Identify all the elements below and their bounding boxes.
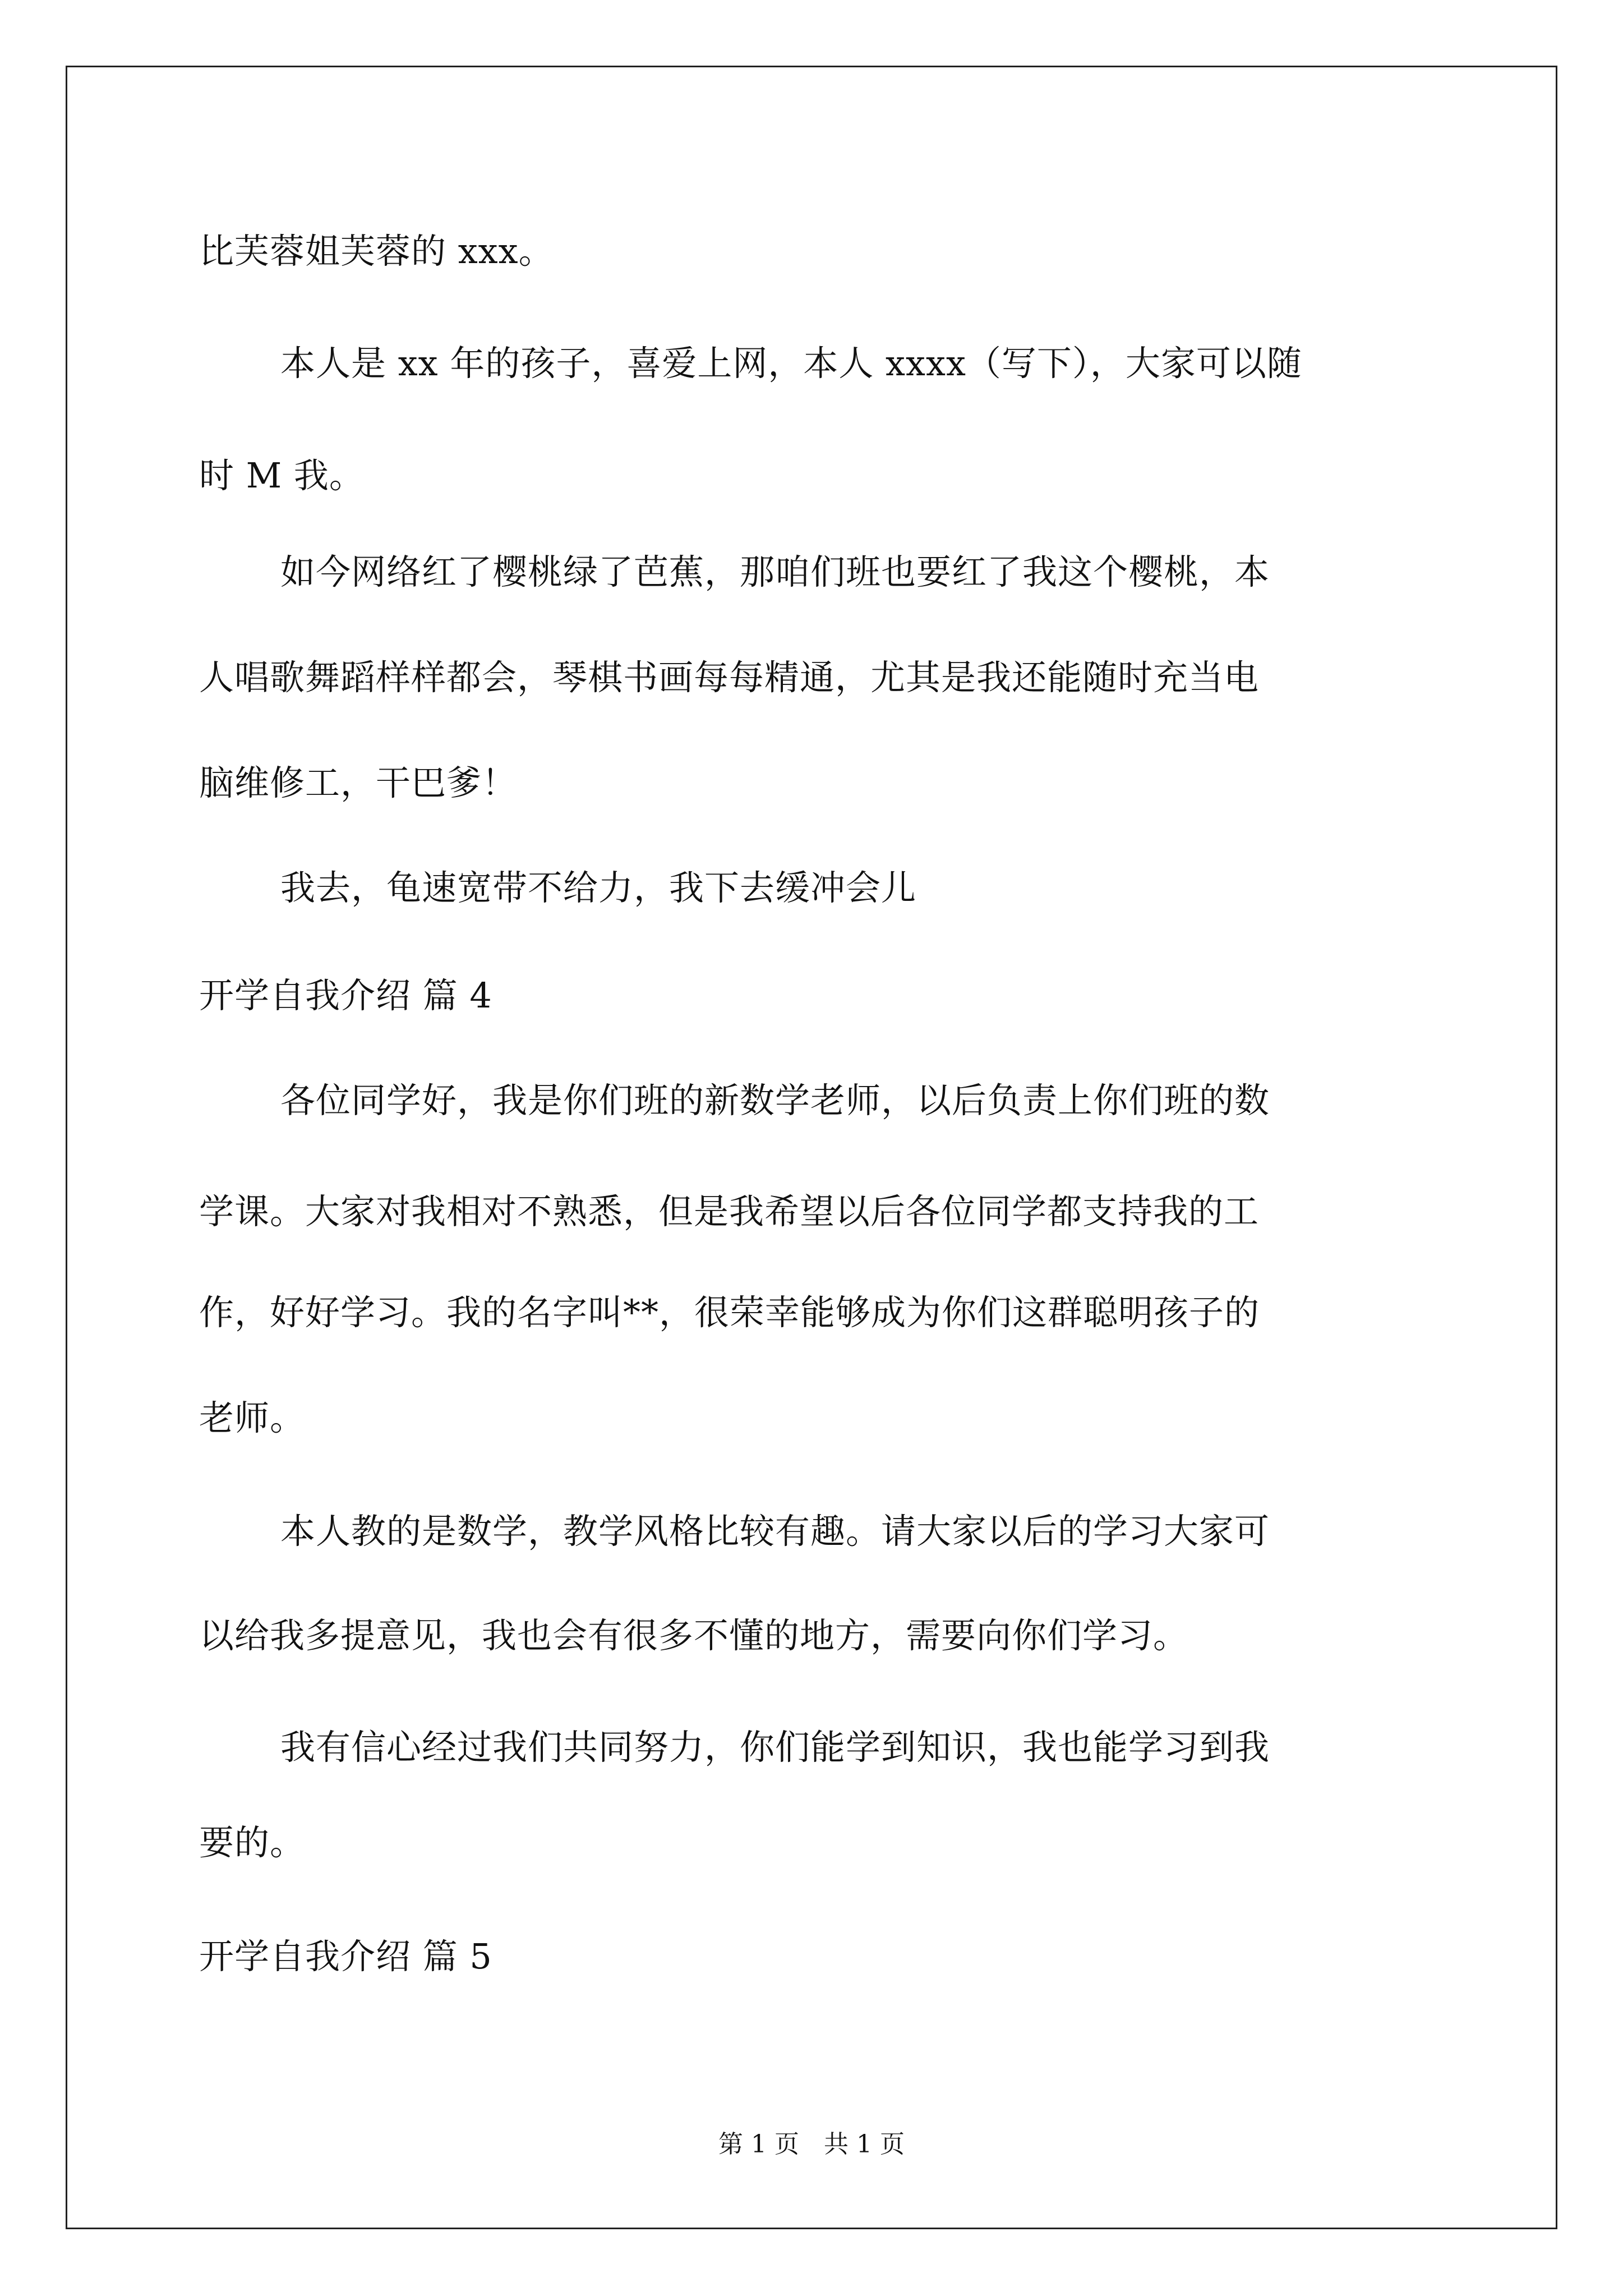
text-line-2: 本人是 xx 年的孩子，喜爱上网，本人 xxxx（写下），大家可以随 xyxy=(280,343,1302,384)
section-heading-5: 开学自我介绍 篇 5 xyxy=(199,1936,492,1977)
text-line-9: 各位同学好，我是你们班的新数学老师，以后负责上你们班的数 xyxy=(280,1080,1270,1121)
text-line-12: 老师。 xyxy=(199,1397,306,1438)
text-line-1: 比芙蓉姐芙蓉的 xxx。 xyxy=(199,231,554,272)
text-line-6: 脑维修工，干巴爹！ xyxy=(199,762,518,803)
text-line-11: 作，好好学习。我的名字叫**，很荣幸能够成为你们这群聪明孩子的 xyxy=(199,1292,1260,1333)
page-border xyxy=(66,66,1557,2229)
text-line-4: 如今网络红了樱桃绿了芭蕉，那咱们班也要红了我这个樱桃，本 xyxy=(280,551,1270,592)
text-line-5: 人唱歌舞蹈样样都会，琴棋书画每每精通，尤其是我还能随时充当电 xyxy=(199,657,1260,698)
text-line-14: 以给我多提意见，我也会有很多不懂的地方，需要向你们学习。 xyxy=(199,1615,1189,1656)
text-line-7: 我去，龟速宽带不给力，我下去缓冲会儿 xyxy=(280,867,917,908)
text-line-10: 学课。大家对我相对不熟悉，但是我希望以后各位同学都支持我的工 xyxy=(199,1191,1260,1232)
section-heading-4: 开学自我介绍 篇 4 xyxy=(199,975,492,1016)
text-line-3: 时 M 我。 xyxy=(199,455,365,496)
page-footer: 第 1 页 共 1 页 xyxy=(718,2130,905,2159)
text-line-16: 要的。 xyxy=(199,1822,306,1863)
text-line-13: 本人教的是数学，教学风格比较有趣。请大家以后的学习大家可 xyxy=(280,1511,1270,1552)
text-line-15: 我有信心经过我们共同努力，你们能学到知识，我也能学习到我 xyxy=(280,1727,1270,1768)
